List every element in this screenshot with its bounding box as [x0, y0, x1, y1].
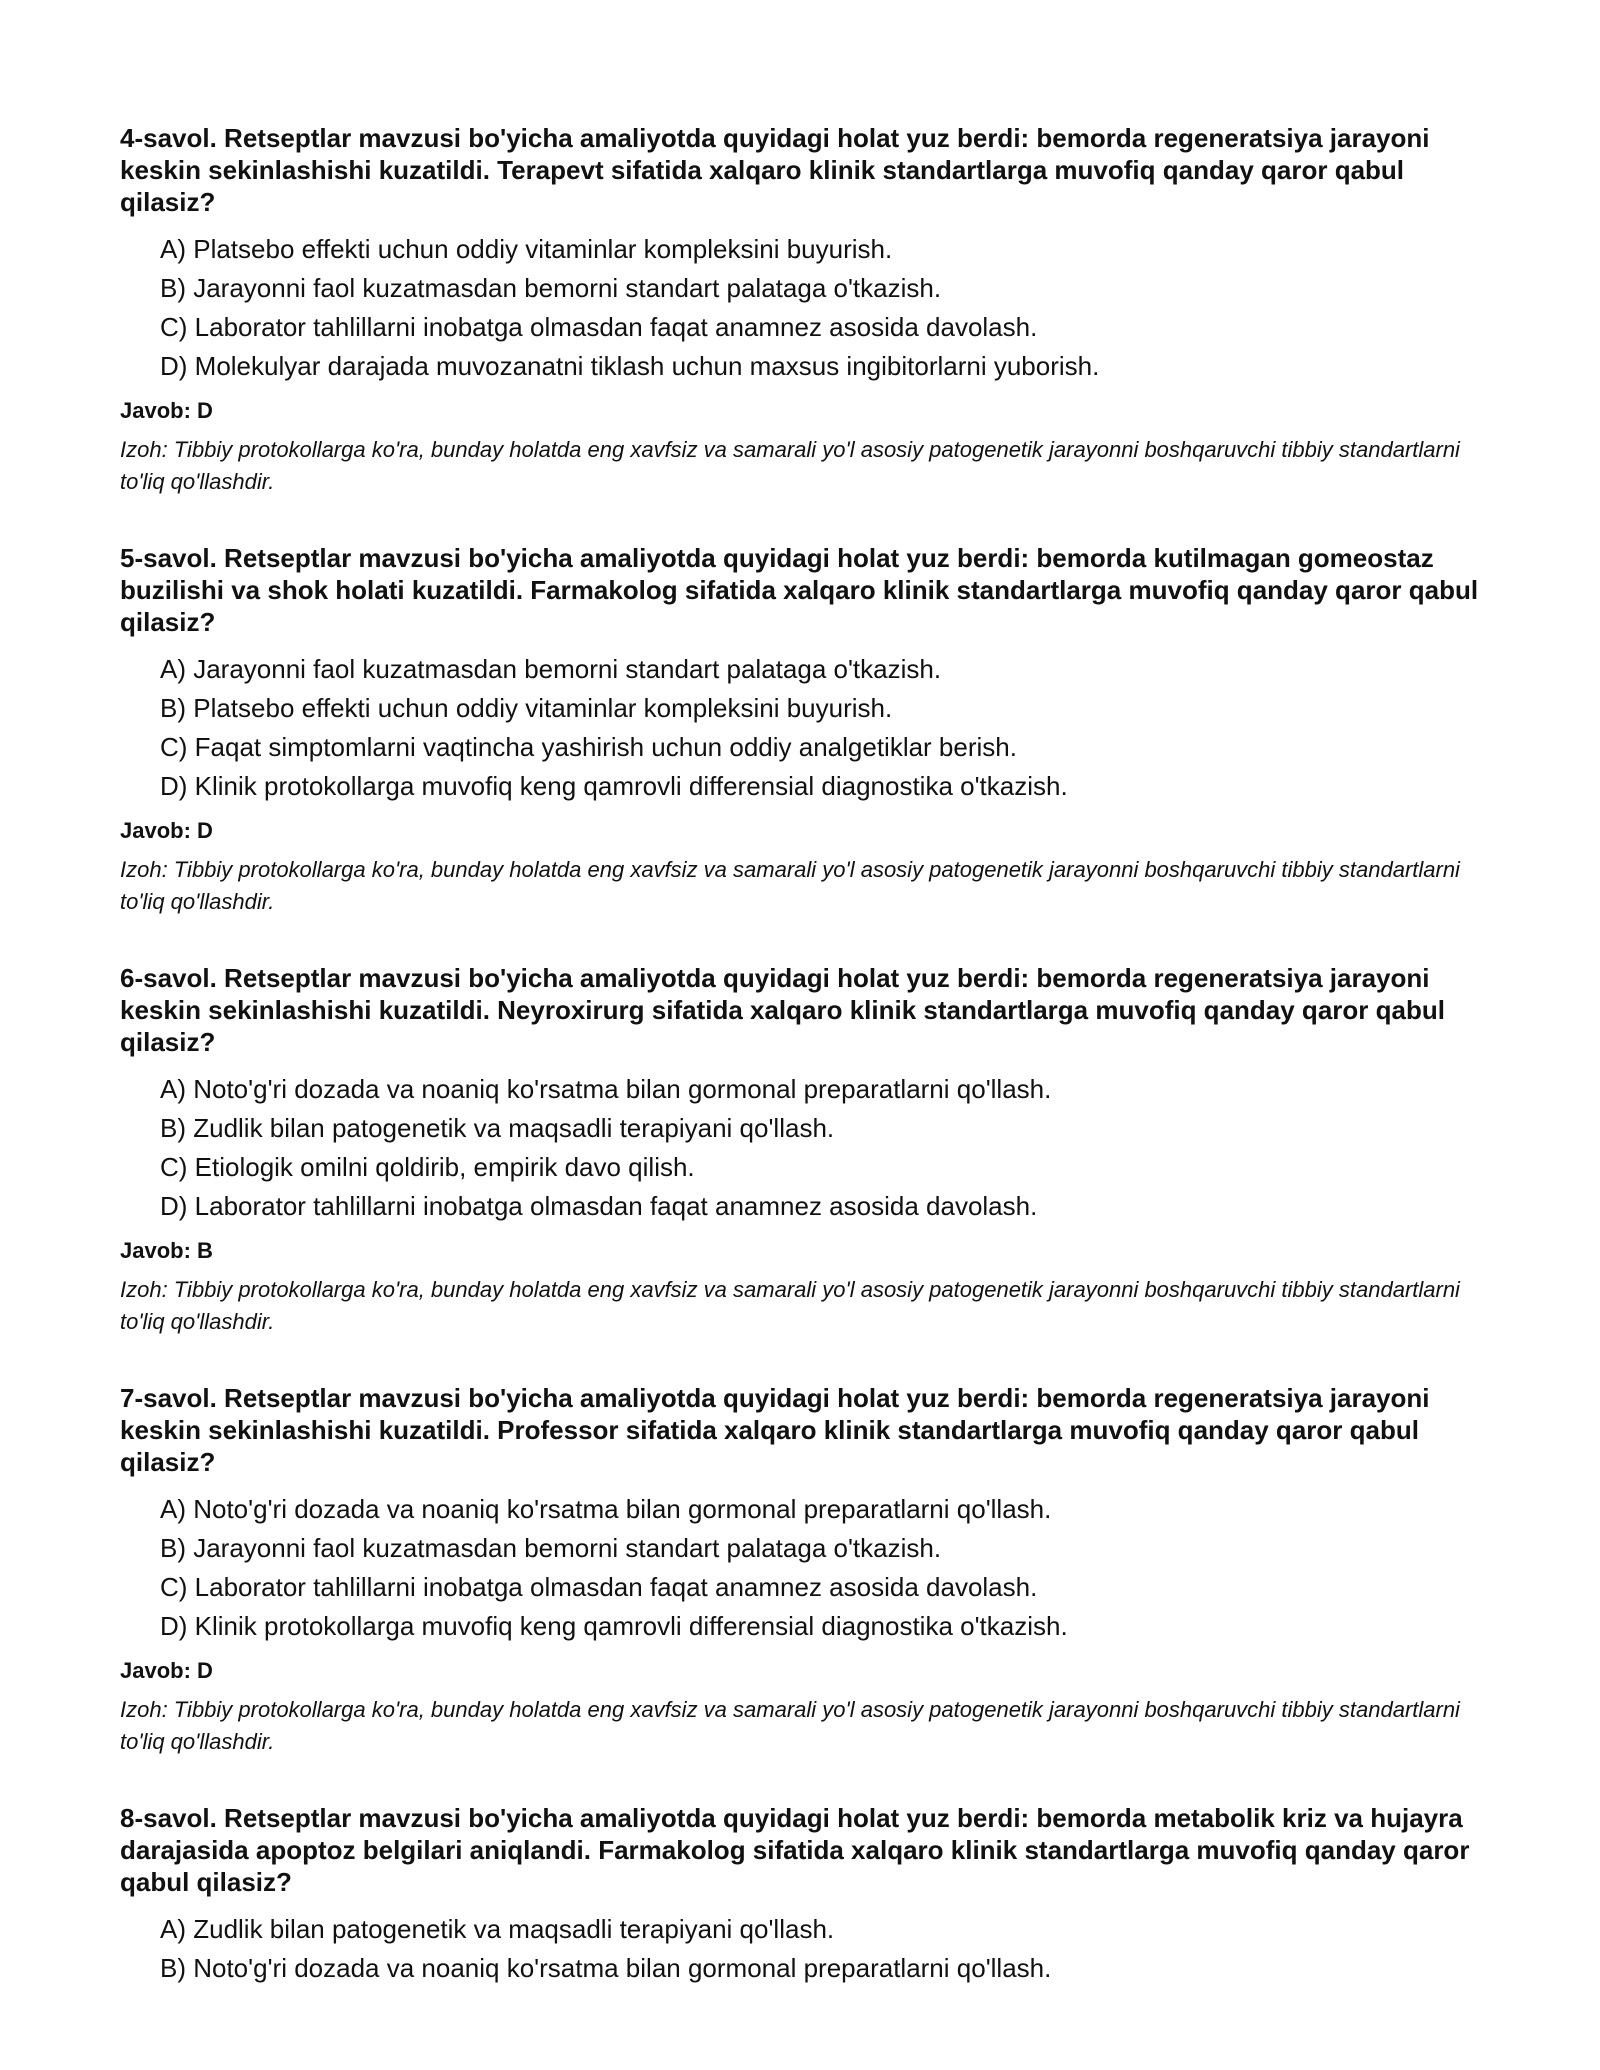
- explanation: Izoh: Tibbiy protokollarga ko'ra, bunday holatda eng xavfsiz va samarali yo'l asosiy patogenetik jarayonni boshqaruvchi tibbiy standartlarni to'liq qo'llashdir.: [120, 1277, 1460, 1334]
- option-d: D) Klinik protokollarga muvofiq keng qamrovli differensial diagnostika o'tkazish.: [160, 771, 1068, 801]
- question-7: [120, 1382, 1480, 1758]
- option-d: D) Klinik protokollarga muvofiq keng qamrovli differensial diagnostika o'tkazish.: [160, 1611, 1068, 1641]
- option-c: C) Laborator tahlillarni inobatga olmasdan faqat anamnez asosida davolash.: [160, 312, 1038, 342]
- question-title: 8-savol. Retseptlar mavzusi bo'yicha amaliyotda quyidagi holat yuz berdi: bemorda metabolik kriz va hujayra darajasida apoptoz belgilari aniqlandi. Farmakolog sifatida xalqaro klinik standartlarga muvofiq qanday qaror qabul qilasiz?: [120, 1803, 1470, 1897]
- explanation: Izoh: Tibbiy protokollarga ko'ra, bunday holatda eng xavfsiz va samarali yo'l asosiy patogenetik jarayonni boshqaruvchi tibbiy standartlarni to'liq qo'llashdir.: [120, 1697, 1460, 1754]
- option-b: B) Jarayonni faol kuzatmasdan bemorni standart palataga o'tkazish.: [160, 273, 942, 303]
- answer-options: [120, 1490, 1480, 1646]
- option-b: B) Zudlik bilan patogenetik va maqsadli terapiyani qo'llash.: [160, 1113, 835, 1143]
- option-a: A) Jarayonni faol kuzatmasdan bemorni standart palataga o'tkazish.: [160, 654, 942, 684]
- question-title: 4-savol. Retseptlar mavzusi bo'yicha amaliyotda quyidagi holat yuz berdi: bemorda regeneratsiya jarayoni keskin sekinlashishi kuzatildi. Terapevt sifatida xalqaro klinik standartlarga muvofiq qanday qaror qabul qilasiz?: [120, 123, 1430, 217]
- option-c: C) Etiologik omilni qoldirib, empirik davo qilish.: [160, 1152, 695, 1182]
- option-a: A) Noto'g'ri dozada va noaniq ko'rsatma bilan gormonal preparatlarni qo'llash.: [160, 1494, 1052, 1524]
- option-a: A) Platsebo effekti uchun oddiy vitaminlar kompleksini buyurish.: [160, 234, 893, 264]
- option-c: C) Faqat simptomlarni vaqtincha yashirish uchun oddiy analgetiklar berish.: [160, 732, 1017, 762]
- explanation: Izoh: Tibbiy protokollarga ko'ra, bunday holatda eng xavfsiz va samarali yo'l asosiy patogenetik jarayonni boshqaruvchi tibbiy standartlarni to'liq qo'llashdir.: [120, 857, 1460, 914]
- explanation: Izoh: Tibbiy protokollarga ko'ra, bunday holatda eng xavfsiz va samarali yo'l asosiy patogenetik jarayonni boshqaruvchi tibbiy standartlarni to'liq qo'llashdir.: [120, 437, 1460, 494]
- option-b: B) Platsebo effekti uchun oddiy vitaminlar kompleksini buyurish.: [160, 693, 893, 723]
- correct-answer: Javob: D: [120, 1658, 213, 1683]
- option-d: D) Molekulyar darajada muvozanatni tiklash uchun maxsus ingibitorlarni yuborish.: [160, 351, 1100, 381]
- question-8: [120, 1802, 1480, 1988]
- answer-options: [120, 230, 1480, 386]
- answer-options: [120, 1070, 1480, 1226]
- question-title: 7-savol. Retseptlar mavzusi bo'yicha amaliyotda quyidagi holat yuz berdi: bemorda regeneratsiya jarayoni keskin sekinlashishi kuzatildi. Professor sifatida xalqaro klinik standartlarga muvofiq qanday qaror qabul qilasiz?: [120, 1383, 1430, 1477]
- correct-answer: Javob: B: [120, 1238, 213, 1263]
- correct-answer: Javob: D: [120, 398, 213, 423]
- question-4: [120, 122, 1480, 498]
- document-page: [120, 122, 1480, 2032]
- answer-options: [120, 1910, 1480, 1988]
- question-6: [120, 962, 1480, 1338]
- option-a: A) Noto'g'ri dozada va noaniq ko'rsatma bilan gormonal preparatlarni qo'llash.: [160, 1074, 1052, 1104]
- question-title: 6-savol. Retseptlar mavzusi bo'yicha amaliyotda quyidagi holat yuz berdi: bemorda regeneratsiya jarayoni keskin sekinlashishi kuzatildi. Neyroxirurg sifatida xalqaro klinik standartlarga muvofiq qanday qaror qabul qilasiz?: [120, 963, 1445, 1057]
- option-c: C) Laborator tahlillarni inobatga olmasdan faqat anamnez asosida davolash.: [160, 1572, 1038, 1602]
- option-b: B) Jarayonni faol kuzatmasdan bemorni standart palataga o'tkazish.: [160, 1533, 942, 1563]
- correct-answer: Javob: D: [120, 818, 213, 843]
- question-title: 5-savol. Retseptlar mavzusi bo'yicha amaliyotda quyidagi holat yuz berdi: bemorda kutilmagan gomeostaz buzilishi va shok holati kuzatildi. Farmakolog sifatida xalqaro klinik standartlarga muvofiq qanday qaror qabul qilasiz?: [120, 543, 1479, 637]
- option-d: D) Laborator tahlillarni inobatga olmasdan faqat anamnez asosida davolash.: [160, 1191, 1038, 1221]
- answer-options: [120, 650, 1480, 806]
- option-b: B) Noto'g'ri dozada va noaniq ko'rsatma bilan gormonal preparatlarni qo'llash.: [160, 1953, 1052, 1983]
- option-a: A) Zudlik bilan patogenetik va maqsadli terapiyani qo'llash.: [160, 1914, 835, 1944]
- question-5: [120, 542, 1480, 918]
